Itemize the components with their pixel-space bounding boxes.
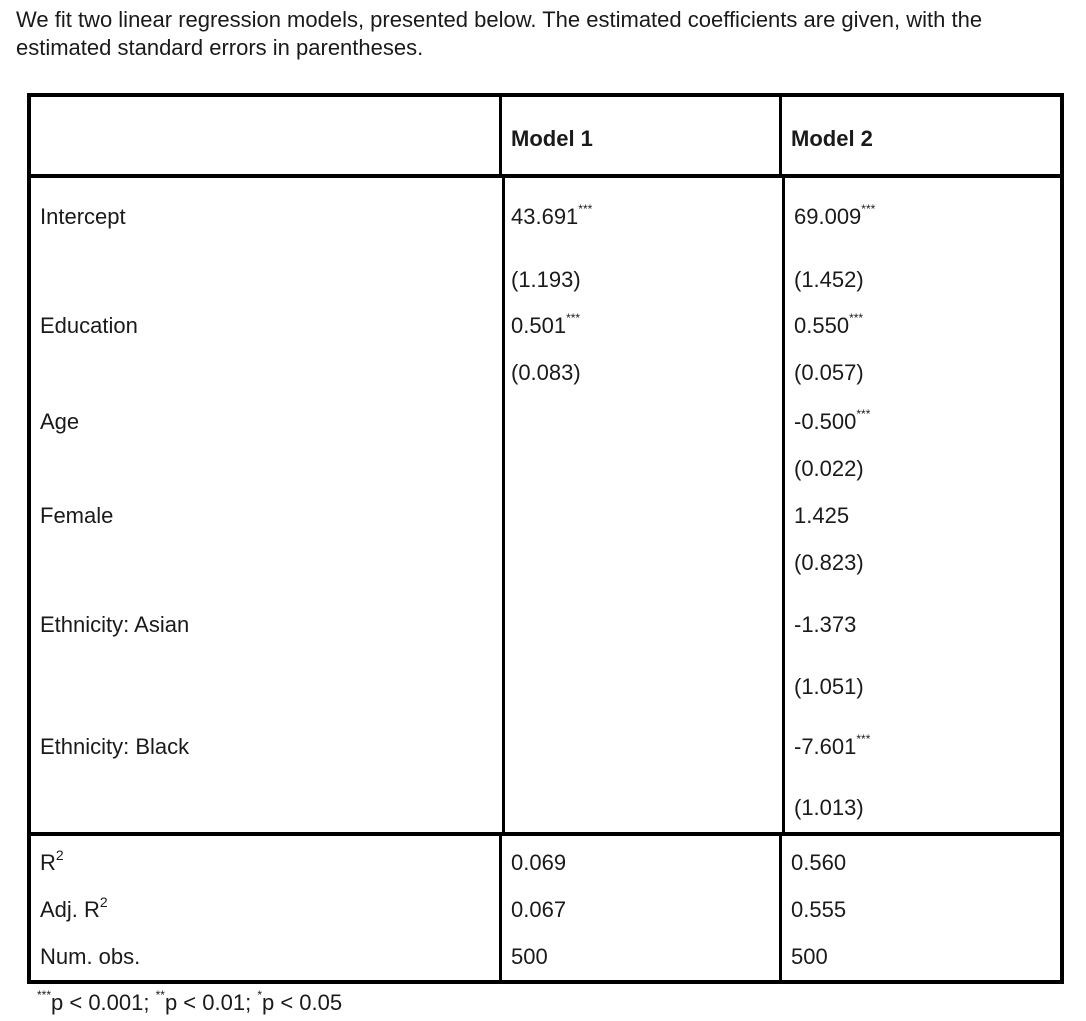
statistics-section [31, 836, 1060, 980]
m2-adj-r2: 0.555 [791, 897, 847, 922]
coefficients-section [31, 178, 1060, 836]
m1-intercept-se: (1.193) [511, 267, 581, 292]
table-header-row [31, 97, 1060, 178]
header-empty [31, 97, 502, 174]
row-label-asian: Ethnicity: Asian [40, 612, 190, 637]
m2-female-se: (0.823) [794, 550, 864, 575]
m2-r2: 0.560 [791, 850, 847, 875]
label-column [31, 178, 505, 832]
stats-label-column [31, 836, 502, 980]
row-label-education: Education [40, 313, 138, 338]
m2-num-obs: 500 [791, 944, 828, 969]
m2-asian-se: (1.051) [794, 674, 864, 699]
m1-r2: 0.069 [511, 850, 567, 875]
m2-black: -7.601*** [794, 732, 871, 759]
header-model-2: Model 2 [791, 126, 873, 151]
row-label-intercept: Intercept [40, 204, 126, 229]
regression-table [27, 93, 1064, 984]
intro-text: We fit two linear regression models, presented below. The estimated coefficients are given, with the estimated standard errors in parentheses. [16, 7, 983, 60]
stat-label-r2: $R^2$ [40, 847, 64, 875]
stat-label-num-obs: Num. obs. [40, 944, 141, 969]
m2-intercept-se: (1.452) [794, 267, 864, 292]
m2-age: -0.500*** [794, 407, 871, 434]
stats-model-2-column [782, 836, 1060, 980]
m1-num-obs: 500 [511, 944, 548, 969]
m1-intercept: 43.691*** [511, 202, 593, 229]
m2-intercept: 69.009*** [794, 202, 876, 229]
model-2-column [785, 178, 1060, 832]
m1-adj-r2: 0.067 [511, 897, 567, 922]
m2-black-se: (1.013) [794, 795, 864, 820]
m1-education: 0.501*** [511, 311, 581, 338]
model-1-column [502, 178, 785, 832]
m1-education-se: (0.083) [511, 360, 581, 385]
row-label-black: Ethnicity: Black [40, 734, 190, 759]
m2-age-se: (0.022) [794, 456, 864, 481]
m2-education: 0.550*** [794, 311, 864, 338]
m2-education-se: (0.057) [794, 360, 864, 385]
stat-label-adj-r2: Adj. $R^2$ [40, 894, 108, 922]
m2-asian: -1.373 [794, 612, 857, 637]
row-label-female: Female [40, 503, 114, 528]
stats-model-1-column [502, 836, 782, 980]
m2-female: 1.425 [794, 503, 850, 528]
row-label-age: Age [40, 409, 80, 434]
header-model-1: Model 1 [502, 97, 782, 174]
significance-footnote: ***p < 0.001; **p < 0.01; *p < 0.05 [37, 988, 343, 1015]
